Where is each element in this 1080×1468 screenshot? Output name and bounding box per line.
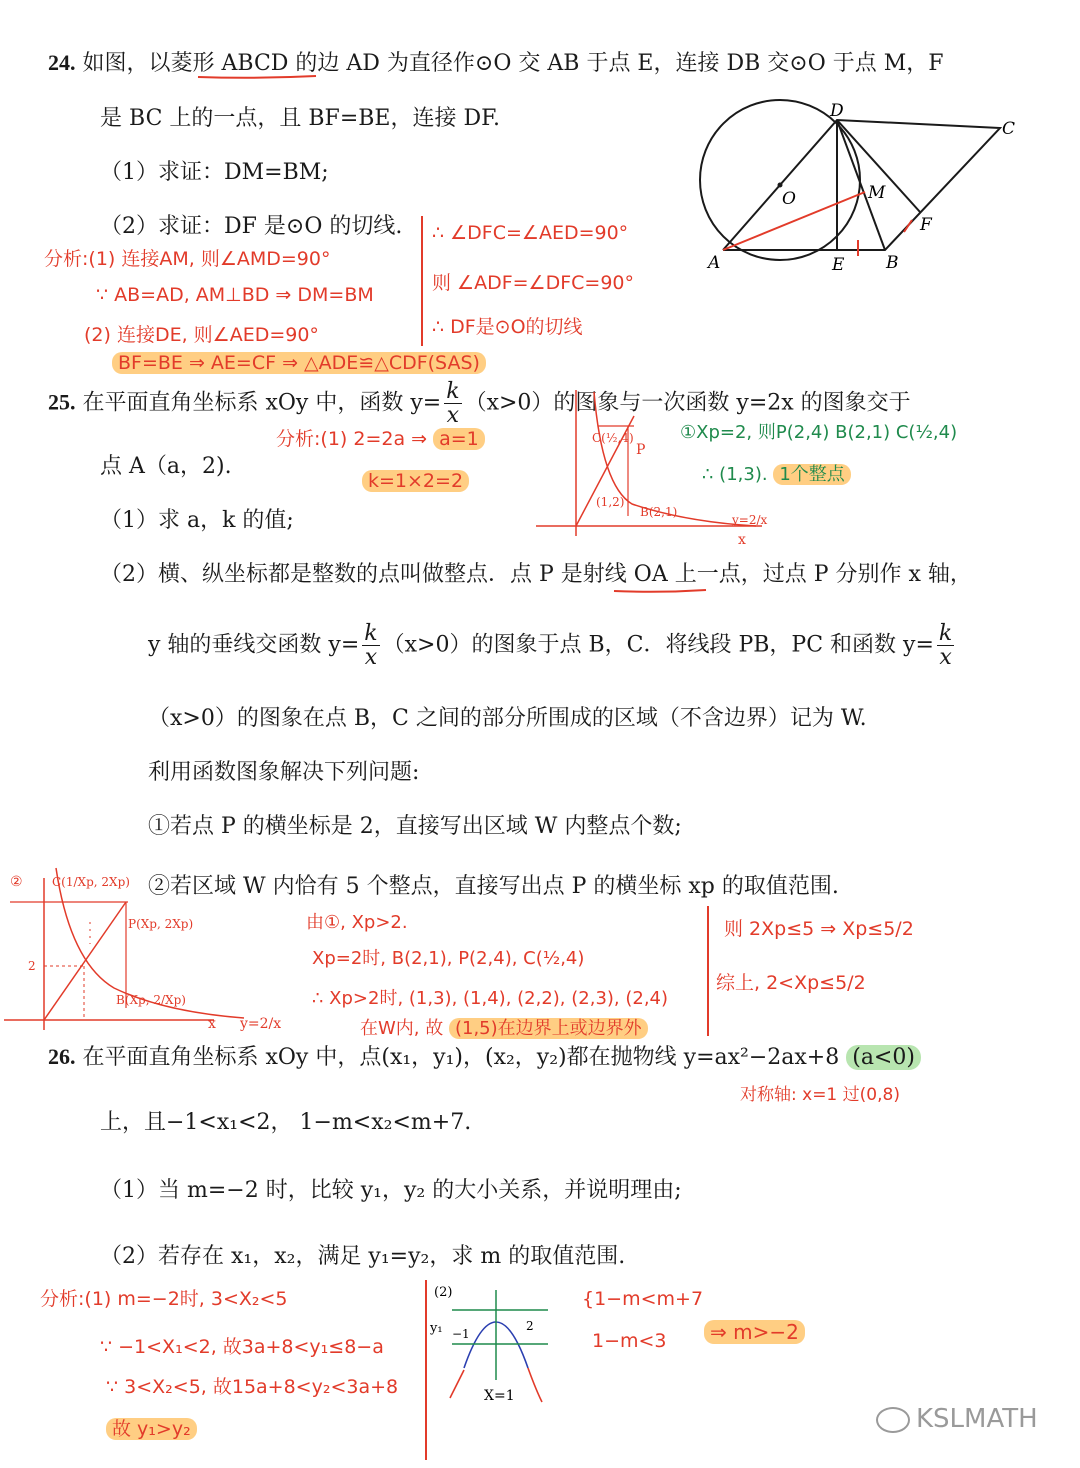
q25-part1: （1）求 a，k 的值; [100, 508, 294, 533]
svg-text:x: x [208, 1016, 216, 1032]
q25-frac-k-x: $\frac{k}{x}$ [446, 379, 460, 429]
q24-note-6: 则 ∠ADF=∠DFC=90° [432, 272, 635, 294]
q25-note-c6: 综上, 2<Xp≤5/2 [716, 972, 866, 994]
q24-note-2: ∵ AB=AD, AM⊥BD ⇒ DM=BM [96, 284, 374, 306]
svg-text:(2): (2) [434, 1285, 453, 1300]
svg-text:y=2/x: y=2/x [732, 513, 768, 527]
watermark: KSLMATH [876, 1404, 1038, 1434]
q24-note-7: ∴ DF是⊙O的切线 [432, 316, 583, 338]
q26-note-4: 故 y₁>y₂ [106, 1414, 197, 1441]
q24-note-5: ∴ ∠DFC=∠AED=90° [432, 222, 629, 244]
q24-part1: （1）求证：DM=BM; [100, 160, 329, 185]
svg-text:P(Xp, 2Xp): P(Xp, 2Xp) [128, 917, 194, 931]
label-a: A [708, 253, 721, 273]
q25-underline-ray [612, 588, 708, 594]
q26-note-m2: 1−m<3 [592, 1330, 667, 1352]
q26-part2: （2）若存在 x₁，x₂，满足 y₁=y₂，求 m 的取值范围. [100, 1244, 626, 1269]
q26-note-2: ∵ −1<X₁<2, 故3a+8<y₁≤8−a [100, 1336, 384, 1358]
q25-note-g1: ①Xp=2, 则P(2,4) B(2,1) C(½,4) [680, 422, 958, 443]
svg-text:B(2,1): B(2,1) [640, 505, 678, 519]
svg-text:−1: −1 [452, 1327, 470, 1341]
q26-graph [424, 1280, 564, 1460]
svg-text:y₁: y₁ [430, 1321, 443, 1336]
q26-line1: 26. 在平面直角坐标系 xOy 中，点(x₁，y₁)，(x₂，y₂)都在抛物线 y=ax²−2ax+8 (a<0) [48, 1044, 921, 1071]
q24-underline-rhombus [196, 74, 320, 80]
label-m: M [868, 183, 886, 203]
q25-note-k: k=1×2=2 [362, 470, 469, 492]
svg-text:C(½,4): C(½,4) [592, 431, 634, 445]
svg-text:2: 2 [526, 1319, 534, 1333]
svg-text:x: x [738, 532, 746, 548]
q24-figure [690, 100, 1030, 280]
svg-text:B(Xp, 2/Xp): B(Xp, 2/Xp) [116, 993, 186, 1007]
q25-note-c4: 在W内, 故 (1,5)在边界上或边界外 [360, 1014, 648, 1040]
q25-part2-line3: （x>0）的图象在点 B，C 之间的部分所围成的区域（不含边界）记为 W. [148, 706, 867, 731]
q26-part1: （1）当 m=−2 时，比较 y₁，y₂ 的大小关系，并说明理由; [100, 1178, 682, 1203]
q26-note-3: ∵ 3<X₂<5, 故15a+8<y₂<3a+8 [106, 1376, 399, 1398]
q25-note-a1: 分析:(1) 2=2a ⇒ a=1 [276, 424, 485, 451]
svg-text:X=1: X=1 [484, 1388, 515, 1404]
q26-condition: (a<0) [846, 1045, 921, 1070]
q25-part2-line2: y 轴的垂线交函数 y= $\frac{k}{x}$ （x>0）的图象于点 B，C．将线段 PB，PC 和函数 y= $\frac{k}{x}$ [148, 621, 953, 671]
q24-line1: 24. 如图，以菱形 ABCD 的边 AD 为直径作⊙O 交 AB 于点 E，连接 DB 交⊙O 于点 M，F [48, 50, 944, 76]
q25-line2: 点 A（a，2). [100, 454, 232, 479]
svg-text:P: P [636, 442, 646, 458]
svg-text:②: ② [10, 874, 23, 890]
q24-part2: （2）求证：DF 是⊙O 的切线. [100, 214, 403, 239]
q24-divider [420, 216, 424, 346]
wechat-icon [876, 1407, 910, 1433]
svg-text:y=2/x: y=2/x [240, 1016, 282, 1032]
q25-note-c1: 由①, Xp>2. [306, 912, 408, 933]
q26-note-axis: 对称轴: x=1 过(0,8) [740, 1085, 900, 1105]
q25-part2-line1: （2）横、纵坐标都是整数的点叫做整点．点 P 是射线 OA 上一点，过点 P 分别作 x 轴， [100, 562, 972, 587]
label-f: F [920, 215, 932, 235]
q25-sub1: ①若点 P 的横坐标是 2，直接写出区域 W 内整点个数; [148, 814, 682, 839]
q26-note-m1: {1−m<m+7 [582, 1288, 704, 1310]
label-e: E [832, 255, 845, 275]
q24-note-3: (2) 连接DE, 则∠AED=90° [84, 324, 319, 346]
svg-text:(1,2): (1,2) [596, 495, 625, 509]
q25-divider [706, 906, 710, 1036]
label-o: O [782, 189, 796, 209]
q24-line2: 是 BC 上的一点，且 BF=BE，连接 DF. [100, 106, 500, 131]
label-d: D [830, 101, 844, 121]
q25-note-c3: ∴ Xp>2时, (1,3), (1,4), (2,2), (2,3), (2,4) [312, 988, 669, 1009]
q25-part2-line4: 利用函数图象解决下列问题: [148, 760, 420, 785]
q25-note-c5: 则 2Xp≤5 ⇒ Xp≤5/2 [724, 918, 914, 940]
q26-note-1: 分析:(1) m=−2时, 3<X₂<5 [40, 1288, 288, 1310]
q25-line1: 25. 在平面直角坐标系 xOy 中，函数 y= $\frac{k}{x}$ （x>0）的图象与一次函数 y=2x 的图象交于 [48, 379, 911, 429]
q25-graph-2 [4, 862, 300, 1032]
q26-note-m3: ⇒ m>−2 [704, 1320, 805, 1344]
q25-sub2: ②若区域 W 内恰有 5 个整点，直接写出点 P 的横坐标 xp 的取值范围. [148, 874, 839, 899]
q26-line2: 上，且−1<x₁<2， 1−m<x₂<m+7. [100, 1110, 472, 1135]
q25-note-c2: Xp=2时, B(2,1), P(2,4), C(½,4) [312, 948, 585, 969]
q24-note-4: BF=BE ⇒ AE=CF ⇒ △ADE≌△CDF(SAS) [112, 352, 486, 374]
label-b: B [886, 253, 899, 273]
q25-note-g2: ∴ (1,3). 1个整点 [702, 460, 851, 486]
svg-text:2: 2 [28, 959, 36, 973]
svg-text:C(1/Xp, 2Xp): C(1/Xp, 2Xp) [52, 875, 130, 889]
label-c: C [1002, 119, 1016, 139]
q24-note-1: 分析:(1) 连接AM, 则∠AMD=90° [44, 248, 331, 270]
